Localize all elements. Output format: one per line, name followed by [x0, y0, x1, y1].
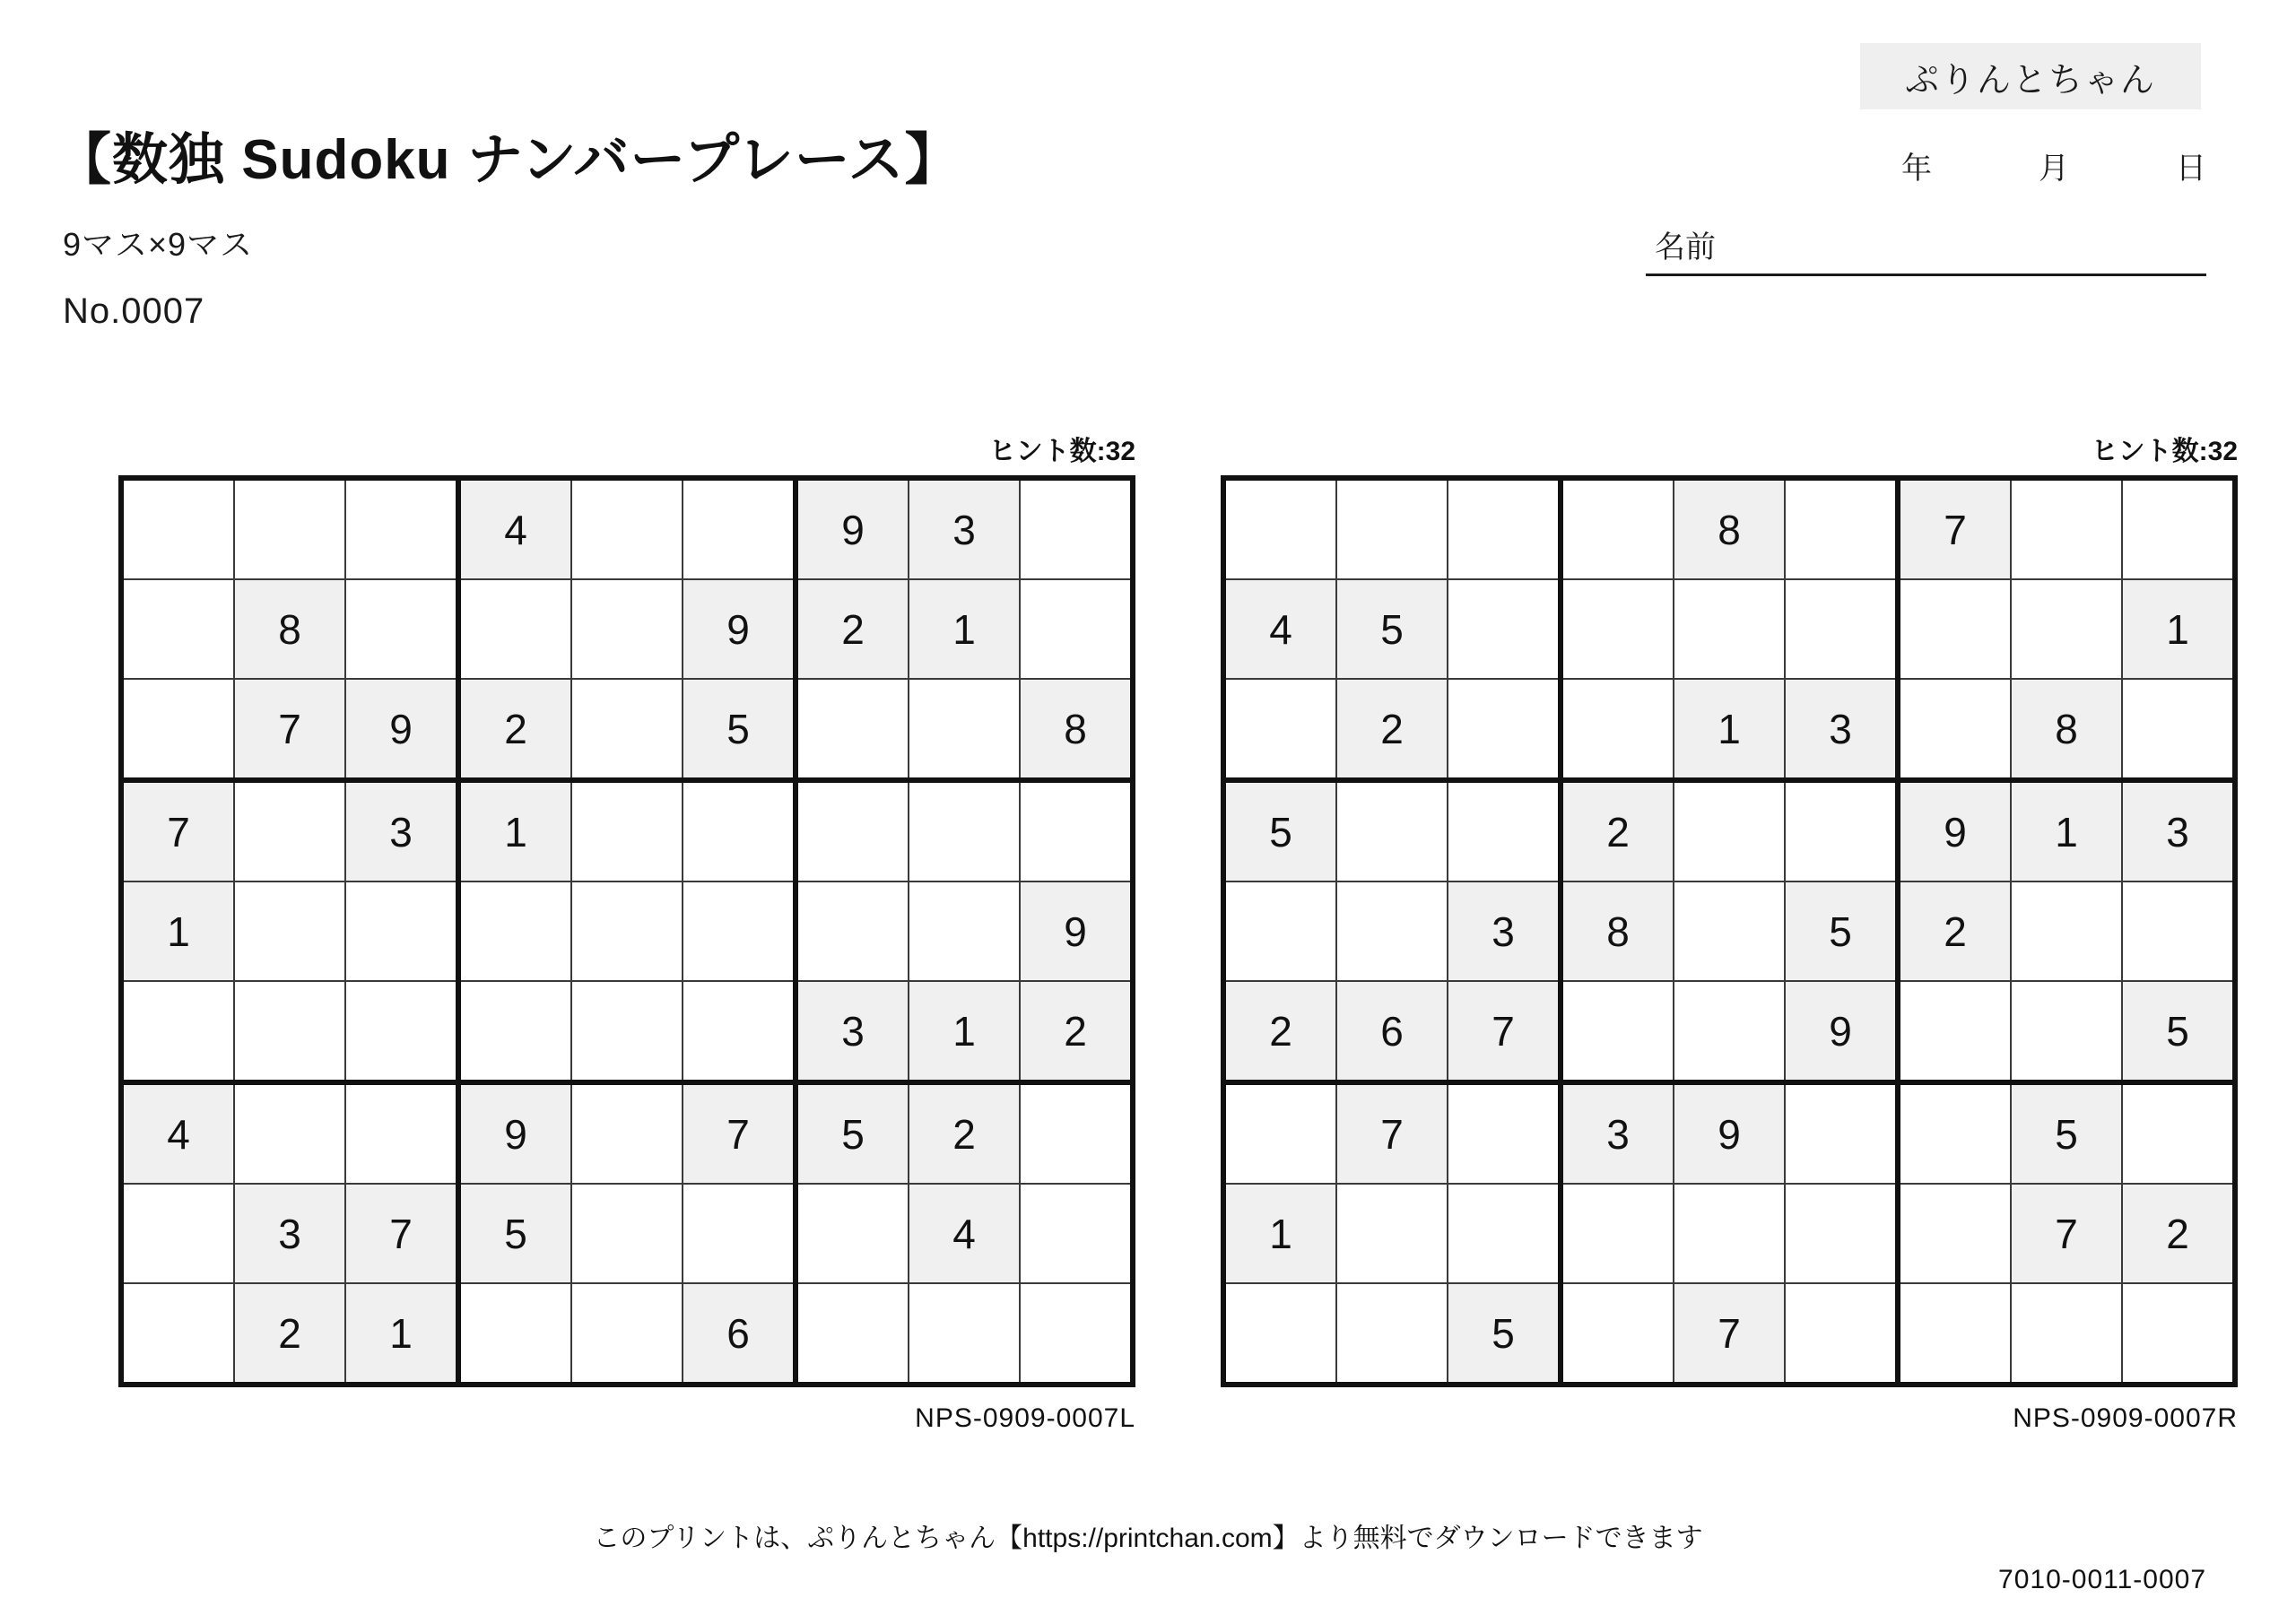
- sudoku-cell-empty[interactable]: [458, 981, 571, 1082]
- puzzle-code-right: NPS-0909-0007R: [2013, 1403, 2238, 1433]
- sudoku-cell-empty[interactable]: [1785, 579, 1898, 679]
- sudoku-cell-empty[interactable]: [683, 1184, 796, 1283]
- sudoku-cell-empty[interactable]: [1785, 1184, 1898, 1283]
- sudoku-cell-empty[interactable]: [345, 579, 458, 679]
- date-year-label: 年: [1901, 152, 1932, 186]
- sudoku-cell-given[interactable]: 3: [234, 1184, 345, 1283]
- sudoku-cell-given[interactable]: 3: [1561, 1082, 1674, 1184]
- sudoku-cell-given[interactable]: 8: [1020, 679, 1133, 780]
- sudoku-cell-given[interactable]: 4: [458, 478, 571, 579]
- date-fields: [1901, 143, 2206, 187]
- sudoku-cell-empty[interactable]: [571, 780, 683, 881]
- sudoku-row: [121, 478, 1133, 579]
- sudoku-cell-empty[interactable]: [1336, 1283, 1448, 1385]
- sudoku-cell-empty[interactable]: [1020, 1283, 1133, 1385]
- sudoku-cell-empty[interactable]: [796, 881, 909, 981]
- hint-count-right: ヒント数:32: [2091, 437, 2238, 466]
- puzzle-code-left: NPS-0909-0007L: [915, 1403, 1135, 1433]
- sudoku-cell-given[interactable]: 1: [909, 981, 1020, 1082]
- sudoku-cell-empty[interactable]: [571, 1082, 683, 1184]
- sudoku-cell-given[interactable]: 5: [1448, 1283, 1561, 1385]
- sudoku-cell-given[interactable]: 2: [909, 1082, 1020, 1184]
- sudoku-cell-empty[interactable]: [121, 579, 234, 679]
- sudoku-cell-empty[interactable]: [1448, 579, 1561, 679]
- sudoku-cell-given[interactable]: 1: [2122, 579, 2235, 679]
- sudoku-cell-empty[interactable]: [909, 881, 1020, 981]
- sudoku-row: [121, 881, 1133, 981]
- sudoku-cell-empty[interactable]: [1785, 780, 1898, 881]
- sudoku-cell-empty[interactable]: [345, 981, 458, 1082]
- sudoku-cell-empty[interactable]: [571, 981, 683, 1082]
- sudoku-cell-given[interactable]: 7: [2011, 1184, 2122, 1283]
- sudoku-cell-given[interactable]: 3: [796, 981, 909, 1082]
- sudoku-row: [121, 679, 1133, 780]
- sudoku-cell-empty[interactable]: [1785, 1082, 1898, 1184]
- sudoku-cell-empty[interactable]: [571, 579, 683, 679]
- sudoku-row: [1223, 981, 2235, 1082]
- sudoku-cell-given[interactable]: 2: [1223, 981, 1336, 1082]
- sudoku-cell-empty[interactable]: [796, 1283, 909, 1385]
- sudoku-cell-given[interactable]: 9: [1785, 981, 1898, 1082]
- sudoku-cell-empty[interactable]: [1898, 981, 2011, 1082]
- sudoku-cell-empty[interactable]: [1561, 981, 1674, 1082]
- sudoku-cell-given[interactable]: 2: [1020, 981, 1133, 1082]
- sudoku-grid-right: [1221, 475, 2238, 1387]
- sudoku-cell-given[interactable]: 3: [345, 780, 458, 881]
- sudoku-cell-given[interactable]: 2: [796, 579, 909, 679]
- sudoku-cell-empty[interactable]: [1898, 679, 2011, 780]
- sudoku-cell-empty[interactable]: [121, 478, 234, 579]
- sudoku-cell-empty[interactable]: [2122, 679, 2235, 780]
- sudoku-cell-empty[interactable]: [1448, 780, 1561, 881]
- sudoku-cell-given[interactable]: 1: [1223, 1184, 1336, 1283]
- sudoku-cell-empty[interactable]: [683, 981, 796, 1082]
- sudoku-cell-given[interactable]: 9: [796, 478, 909, 579]
- sudoku-row: [1223, 1082, 2235, 1184]
- sudoku-cell-empty[interactable]: [1336, 881, 1448, 981]
- sudoku-row: [121, 579, 1133, 679]
- sudoku-cell-given[interactable]: 1: [458, 780, 571, 881]
- sudoku-cell-given[interactable]: 9: [1674, 1082, 1785, 1184]
- sudoku-cell-given[interactable]: 7: [1674, 1283, 1785, 1385]
- sudoku-cell-given[interactable]: 9: [683, 579, 796, 679]
- sudoku-row: [1223, 1283, 2235, 1385]
- sudoku-cell-empty[interactable]: [2011, 1283, 2122, 1385]
- sudoku-cell-empty[interactable]: [2011, 881, 2122, 981]
- sudoku-cell-given[interactable]: 9: [1898, 780, 2011, 881]
- sudoku-cell-empty[interactable]: [234, 881, 345, 981]
- sudoku-cell-empty[interactable]: [796, 1184, 909, 1283]
- sudoku-row: [1223, 478, 2235, 579]
- sudoku-cell-given[interactable]: 7: [1336, 1082, 1448, 1184]
- sudoku-cell-given[interactable]: 2: [2122, 1184, 2235, 1283]
- sudoku-cell-empty[interactable]: [683, 478, 796, 579]
- sudoku-cell-empty[interactable]: [1785, 478, 1898, 579]
- sudoku-puzzle-left: [118, 437, 1135, 1433]
- sudoku-cell-empty[interactable]: [1785, 1283, 1898, 1385]
- sudoku-cell-empty[interactable]: [1674, 981, 1785, 1082]
- sudoku-row: [1223, 1184, 2235, 1283]
- date-day-label: 日: [2176, 152, 2206, 186]
- puzzle-number: No.0007: [63, 291, 205, 331]
- sudoku-cell-empty[interactable]: [1020, 1184, 1133, 1283]
- sudoku-cell-given[interactable]: 1: [121, 881, 234, 981]
- sudoku-cell-empty[interactable]: [234, 1082, 345, 1184]
- sudoku-cell-given[interactable]: 8: [1561, 881, 1674, 981]
- sudoku-cell-given[interactable]: 1: [1674, 679, 1785, 780]
- sudoku-cell-given[interactable]: 1: [345, 1283, 458, 1385]
- name-write-line: [1646, 274, 2206, 276]
- footer-note: このプリントは、ぷりんとちゃん【https://printchan.com】より無料でダウンロードできます: [593, 1524, 1703, 1553]
- sudoku-grid-left: [118, 475, 1135, 1387]
- sudoku-cell-given[interactable]: 3: [1448, 881, 1561, 981]
- sudoku-cell-empty[interactable]: [1448, 679, 1561, 780]
- sudoku-cell-given[interactable]: 9: [1020, 881, 1133, 981]
- sudoku-row: [121, 780, 1133, 881]
- sudoku-row: [121, 1184, 1133, 1283]
- sudoku-cell-empty[interactable]: [345, 478, 458, 579]
- sudoku-cell-empty[interactable]: [1674, 881, 1785, 981]
- sudoku-cell-empty[interactable]: [234, 478, 345, 579]
- sudoku-cell-given[interactable]: 7: [1898, 478, 2011, 579]
- sudoku-row: [1223, 780, 2235, 881]
- sudoku-cell-given[interactable]: 5: [1785, 881, 1898, 981]
- sudoku-cell-given[interactable]: 7: [121, 780, 234, 881]
- sudoku-cell-empty[interactable]: [2122, 881, 2235, 981]
- sudoku-cell-empty[interactable]: [1674, 579, 1785, 679]
- sudoku-row: [1223, 881, 2235, 981]
- sudoku-cell-given[interactable]: 5: [1336, 579, 1448, 679]
- sudoku-cell-given[interactable]: 8: [1674, 478, 1785, 579]
- sudoku-cell-empty[interactable]: [909, 780, 1020, 881]
- sudoku-cell-empty[interactable]: [1020, 579, 1133, 679]
- sudoku-cell-empty[interactable]: [1336, 478, 1448, 579]
- sudoku-puzzle-right: [1221, 437, 2238, 1433]
- sudoku-cell-empty[interactable]: [2011, 579, 2122, 679]
- sudoku-cell-empty[interactable]: [1223, 478, 1336, 579]
- sudoku-cell-empty[interactable]: [1223, 679, 1336, 780]
- sudoku-row: [121, 1283, 1133, 1385]
- sudoku-cell-given[interactable]: 2: [458, 679, 571, 780]
- sudoku-cell-given[interactable]: 9: [458, 1082, 571, 1184]
- sudoku-cell-given[interactable]: 5: [796, 1082, 909, 1184]
- sudoku-cell-given[interactable]: 3: [909, 478, 1020, 579]
- sudoku-cell-empty[interactable]: [234, 780, 345, 881]
- sudoku-cell-given[interactable]: 7: [683, 1082, 796, 1184]
- sudoku-cell-empty[interactable]: [1448, 1082, 1561, 1184]
- sudoku-cell-empty[interactable]: [1020, 780, 1133, 881]
- sudoku-cell-empty[interactable]: [2122, 1283, 2235, 1385]
- sudoku-cell-empty[interactable]: [234, 981, 345, 1082]
- sudoku-row: [121, 981, 1133, 1082]
- sudoku-cell-empty[interactable]: [1223, 1082, 1336, 1184]
- sudoku-cell-empty[interactable]: [909, 679, 1020, 780]
- page-subtitle: 9マス×9マス: [63, 226, 254, 263]
- sudoku-cell-empty[interactable]: [683, 881, 796, 981]
- sudoku-cell-empty[interactable]: [1561, 679, 1674, 780]
- sudoku-cell-given[interactable]: 5: [1223, 780, 1336, 881]
- sudoku-cell-empty[interactable]: [571, 478, 683, 579]
- sudoku-cell-empty[interactable]: [1020, 478, 1133, 579]
- sudoku-cell-empty[interactable]: [1448, 1184, 1561, 1283]
- sudoku-cell-empty[interactable]: [1898, 1283, 2011, 1385]
- sudoku-cell-empty[interactable]: [796, 780, 909, 881]
- sudoku-cell-given[interactable]: 2: [234, 1283, 345, 1385]
- sudoku-cell-empty[interactable]: [2011, 981, 2122, 1082]
- sudoku-cell-given[interactable]: 4: [1223, 579, 1336, 679]
- sudoku-cell-empty[interactable]: [2122, 1082, 2235, 1184]
- sudoku-cell-empty[interactable]: [458, 881, 571, 981]
- sudoku-row: [1223, 679, 2235, 780]
- sudoku-cell-empty[interactable]: [683, 780, 796, 881]
- sudoku-cell-empty[interactable]: [121, 679, 234, 780]
- sudoku-cell-empty[interactable]: [1674, 1184, 1785, 1283]
- sudoku-cell-given[interactable]: 2: [1561, 780, 1674, 881]
- sudoku-cell-given[interactable]: 8: [234, 579, 345, 679]
- sudoku-cell-given[interactable]: 5: [2011, 1082, 2122, 1184]
- sudoku-cell-given[interactable]: 5: [2122, 981, 2235, 1082]
- sudoku-cell-empty[interactable]: [1223, 1283, 1336, 1385]
- sudoku-cell-empty[interactable]: [1020, 1082, 1133, 1184]
- sudoku-cell-given[interactable]: 3: [1785, 679, 1898, 780]
- sudoku-cell-empty[interactable]: [1561, 1184, 1674, 1283]
- brand-badge: [1860, 43, 2201, 109]
- sudoku-cell-empty[interactable]: [121, 1184, 234, 1283]
- sudoku-cell-given[interactable]: 7: [345, 1184, 458, 1283]
- sudoku-cell-given[interactable]: 8: [2011, 679, 2122, 780]
- sudoku-cell-given[interactable]: 6: [1336, 981, 1448, 1082]
- sudoku-cell-empty[interactable]: [571, 679, 683, 780]
- sudoku-cell-empty[interactable]: [1674, 780, 1785, 881]
- sudoku-cell-empty[interactable]: [1561, 478, 1674, 579]
- sudoku-cell-empty[interactable]: [458, 1283, 571, 1385]
- sudoku-cell-given[interactable]: 5: [458, 1184, 571, 1283]
- sudoku-cell-empty[interactable]: [1898, 1082, 2011, 1184]
- sudoku-cell-empty[interactable]: [2122, 478, 2235, 579]
- sudoku-cell-empty[interactable]: [1448, 478, 1561, 579]
- footer-code: 7010-0011-0007: [1998, 1565, 2206, 1594]
- sudoku-cell-empty[interactable]: [458, 579, 571, 679]
- sudoku-cell-given[interactable]: 3: [2122, 780, 2235, 881]
- sudoku-cell-given[interactable]: 1: [909, 579, 1020, 679]
- sudoku-row: [121, 1082, 1133, 1184]
- sudoku-cell-empty[interactable]: [909, 1283, 1020, 1385]
- sudoku-cell-given[interactable]: 2: [1336, 679, 1448, 780]
- sudoku-cell-given[interactable]: 7: [1448, 981, 1561, 1082]
- sudoku-cell-empty[interactable]: [1561, 579, 1674, 679]
- sudoku-cell-empty[interactable]: [121, 981, 234, 1082]
- sudoku-cell-given[interactable]: 1: [2011, 780, 2122, 881]
- sudoku-cell-empty[interactable]: [1898, 1184, 2011, 1283]
- sudoku-row: [1223, 579, 2235, 679]
- sudoku-cell-given[interactable]: 9: [345, 679, 458, 780]
- page-title: 【数独 Sudoku ナンバープレース】: [56, 129, 961, 191]
- sudoku-cell-empty[interactable]: [1336, 1184, 1448, 1283]
- sudoku-cell-empty[interactable]: [1223, 881, 1336, 981]
- sudoku-cell-empty[interactable]: [2011, 478, 2122, 579]
- sudoku-cell-given[interactable]: 4: [121, 1082, 234, 1184]
- sudoku-cell-empty[interactable]: [796, 679, 909, 780]
- sudoku-cell-empty[interactable]: [571, 1184, 683, 1283]
- sudoku-cell-empty[interactable]: [345, 881, 458, 981]
- sudoku-cell-empty[interactable]: [571, 881, 683, 981]
- brand-name: ぷりんとちゃん: [1904, 61, 2156, 100]
- sudoku-cell-given[interactable]: 2: [1898, 881, 2011, 981]
- sudoku-cell-given[interactable]: 6: [683, 1283, 796, 1385]
- sudoku-cell-empty[interactable]: [121, 1283, 234, 1385]
- hint-count-left: ヒント数:32: [988, 437, 1135, 466]
- name-label: 名前: [1655, 230, 1716, 265]
- sudoku-cell-given[interactable]: 7: [234, 679, 345, 780]
- sudoku-cell-empty[interactable]: [571, 1283, 683, 1385]
- sudoku-cell-empty[interactable]: [1561, 1283, 1674, 1385]
- sudoku-cell-given[interactable]: 5: [683, 679, 796, 780]
- sudoku-cell-empty[interactable]: [1336, 780, 1448, 881]
- date-month-label: 月: [2039, 152, 2069, 186]
- sudoku-cell-empty[interactable]: [1898, 579, 2011, 679]
- sudoku-cell-empty[interactable]: [345, 1082, 458, 1184]
- sudoku-cell-given[interactable]: 4: [909, 1184, 1020, 1283]
